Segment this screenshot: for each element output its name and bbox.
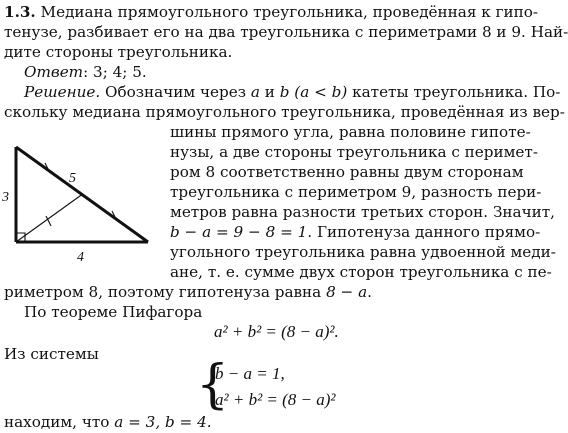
system-intro: Из системы [4, 345, 99, 363]
problem-line-2: тенузе, разбивает его на два треугольника с периметрами 8 и 9. Най- [4, 23, 568, 41]
pythagoras-equation: a² + b² = (8 − a)². [214, 322, 339, 341]
answer-line [24, 62, 147, 82]
solution-line-2: скольку медиана прямоугольного треугольника, проведённая из вер- [4, 103, 565, 121]
median [16, 195, 82, 243]
problem-line-3: дите стороны треугольника. [4, 43, 233, 61]
system-brace: { [196, 355, 230, 415]
difference-equation: b − a = 9 − 8 = 1. [170, 223, 313, 241]
solution-label: Решение. [24, 83, 101, 101]
label-side-4: 4 [77, 250, 84, 265]
solution-line-1: Решение. Обозначим через a и b (a < b) катеты треугольника. По- [24, 83, 561, 101]
problem-number: 1.3. [4, 3, 36, 21]
answer-label: Ответ [24, 63, 84, 81]
solution-line-6: треугольника с периметром 9, разность пери- [170, 183, 542, 201]
pythagoras-intro: По теореме Пифагора [24, 303, 203, 321]
solution-line-8: b − a = 9 − 8 = 1. Гипотенуза данного прямо- [170, 223, 541, 241]
system-equation-2: a² + b² = (8 − a)² [215, 390, 336, 409]
final-line: находим, что a = 3, b = 4. [4, 413, 212, 431]
answer-value: : 3; 4; 5. [83, 63, 147, 81]
solution-line-5: ром 8 соответственно равны двум сторонам [170, 163, 524, 181]
final-values: a = 3, b = 4. [114, 413, 212, 431]
solution-line-7: метров равна разности третьих сторон. Значит, [170, 203, 555, 221]
solution-line-4: нузы, а две стороны треугольника с перимет- [170, 143, 538, 161]
solution-line-3: шины прямого угла, равна половине гипоте- [170, 123, 531, 141]
triangle-figure [0, 132, 165, 267]
label-side-3: 3 [2, 190, 9, 205]
system-equation-1: b − a = 1, [215, 364, 285, 383]
solution-line-9: угольного треугольника равна удвоенной меди- [170, 243, 556, 261]
solution-line-11: риметром 8, поэтому гипотенуза равна 8 − a. [4, 283, 372, 301]
hypotenuse-expression: 8 − a [326, 283, 368, 301]
solution-line-10: ане, т. е. сумме двух сторон треугольника с пе- [170, 263, 552, 281]
problem-line-1: 1.3. Медиана прямоугольного треугольника, проведённая к гипо- [4, 3, 539, 21]
label-hypotenuse-5: 5 [69, 171, 76, 186]
